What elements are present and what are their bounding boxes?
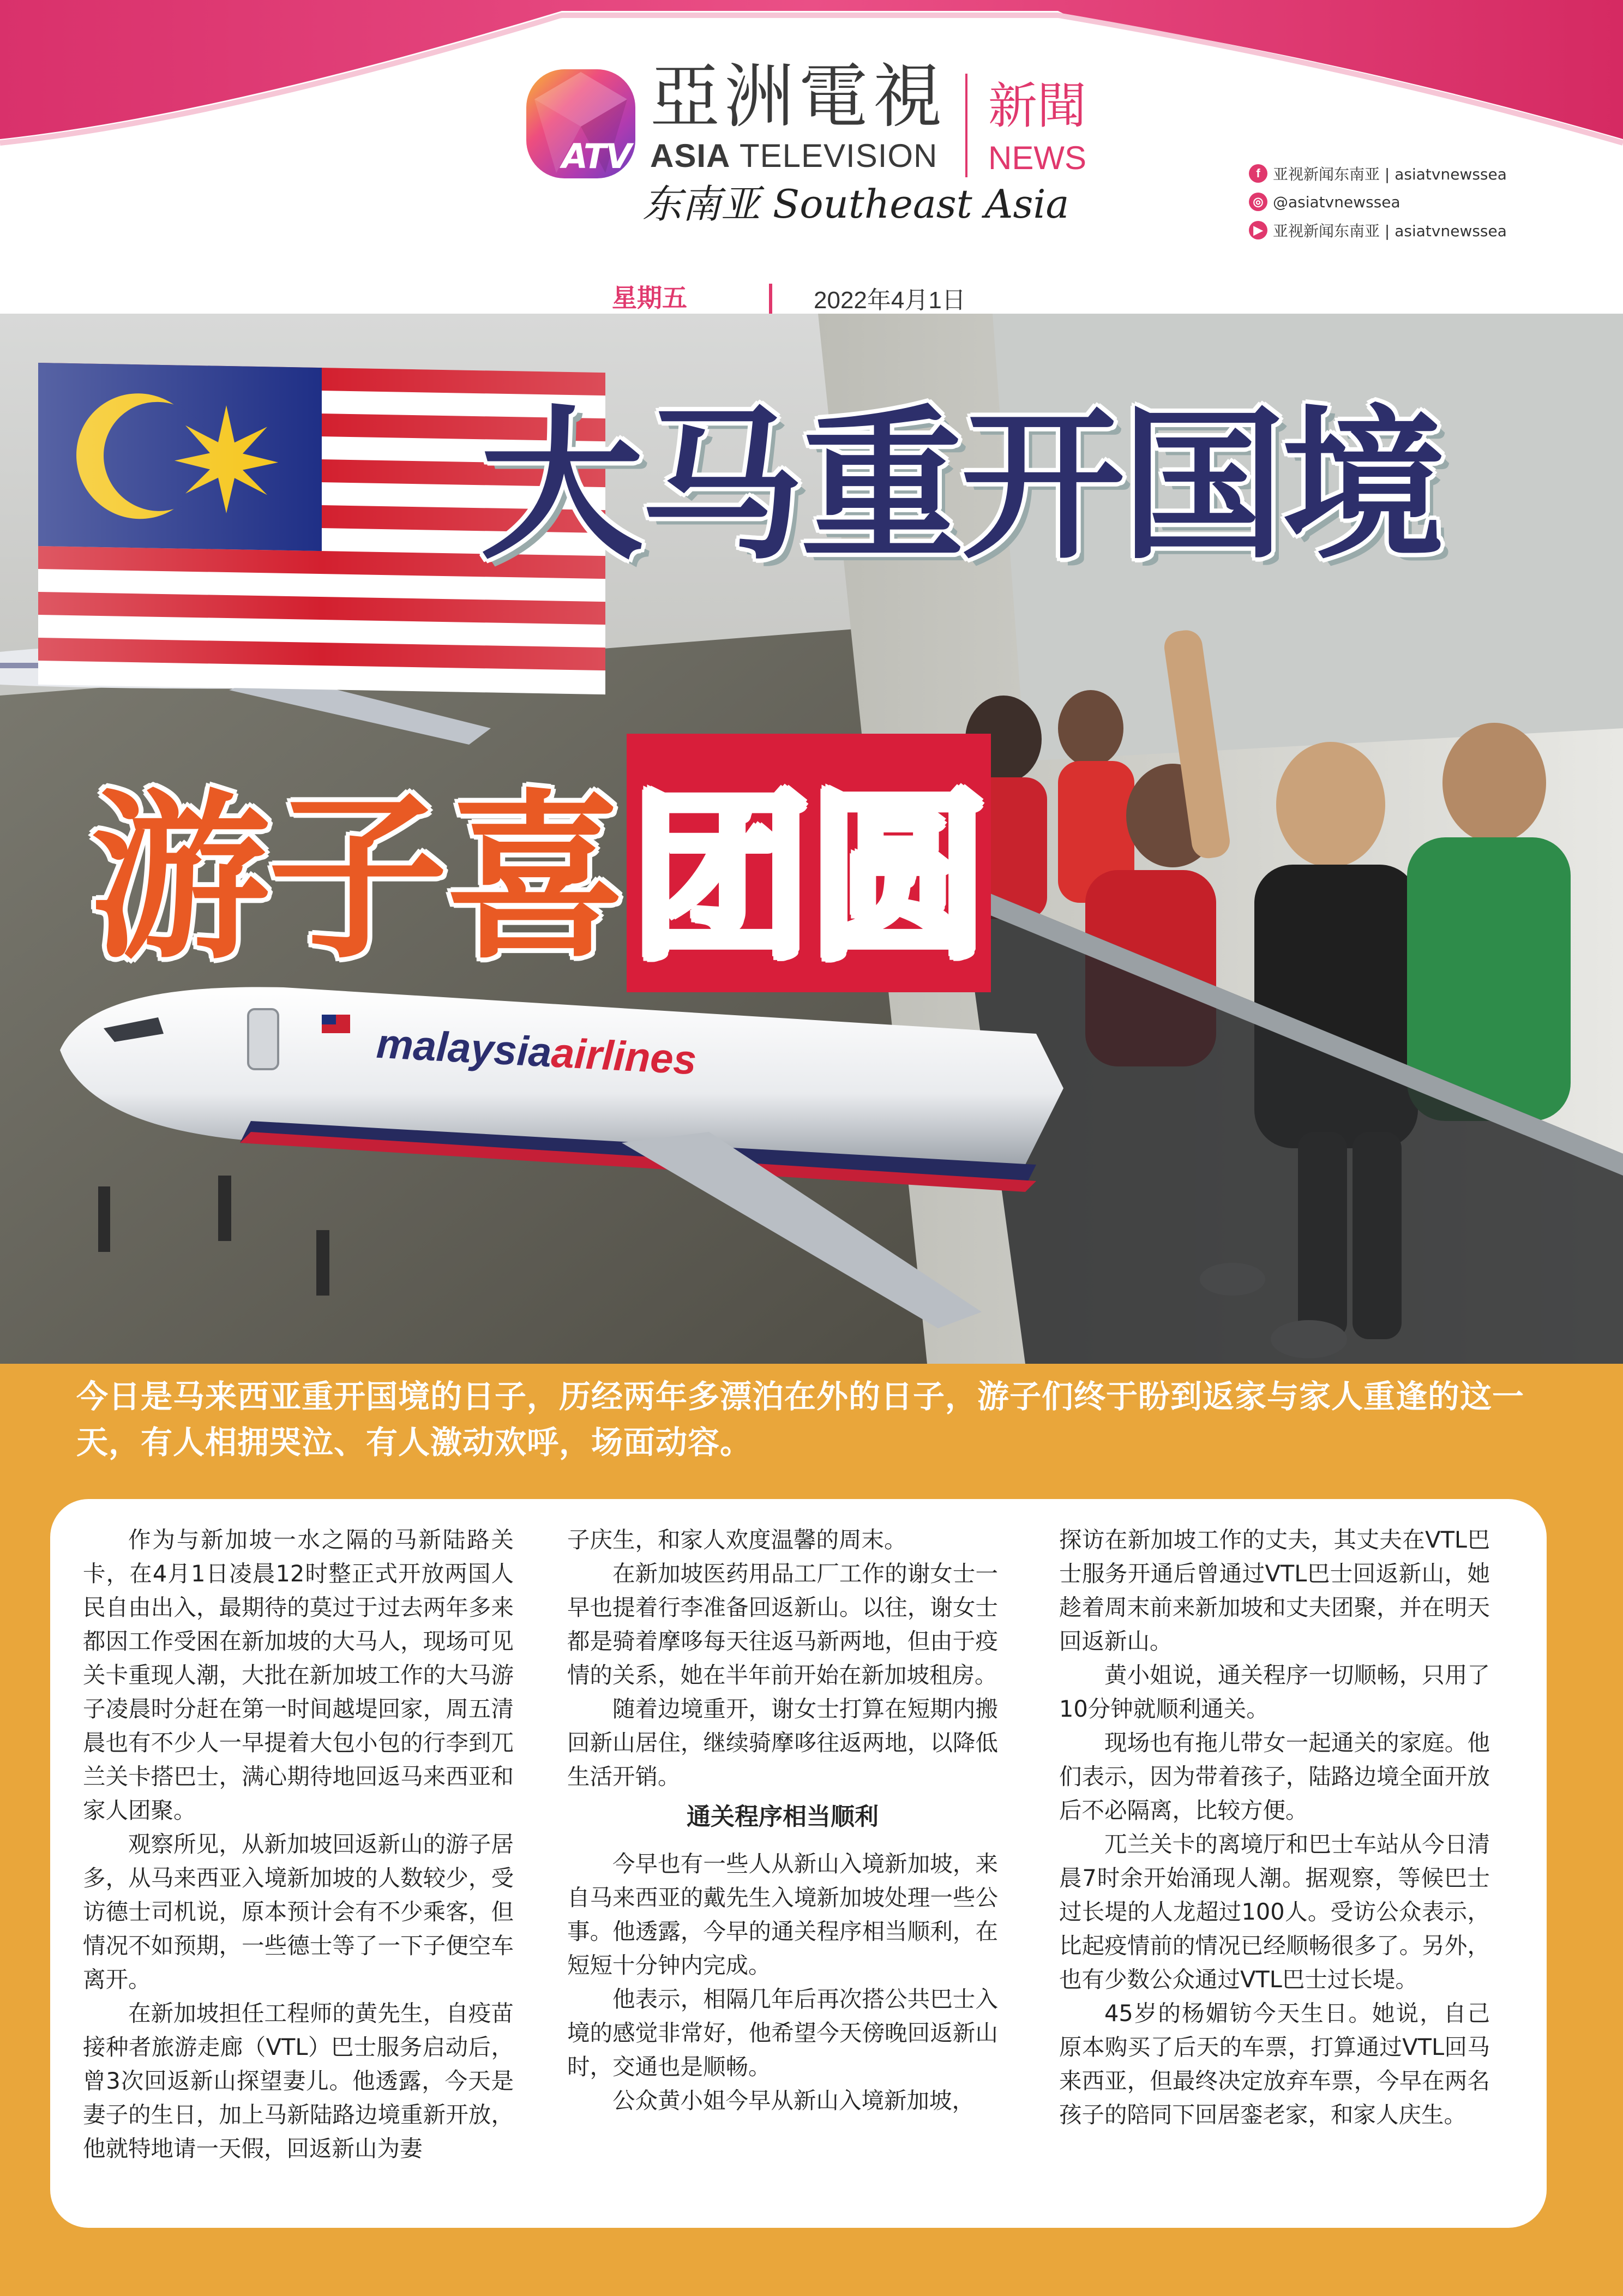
airline-livery-logo-accent: airlines	[550, 1029, 698, 1084]
headline-line-2-boxed: 团圆	[627, 734, 991, 992]
article-paragraph: 45岁的杨媚钫今天生日。她说，自己原本购买了后天的车票，打算通过VTL回马来西亚，但最终决定放弃车票，今早在两名孩子的陪同下回居銮老家，和家人庆生。	[1059, 2000, 1490, 2128]
article-paragraph: 作为与新加坡一水之隔的马新陆路关卡，在4月1日凌晨12时整正式开放两国人民自由出入，最期待的莫过于过去两年多来都因工作受困在新加坡的大马人，现场可见关卡重现人潮，大批在新加坡工作的大马游子凌晨时分赶在第一时间越堤回家，周五清晨也有不少人一早提着大包小包的行李到兀兰关卡搭巴士，满心期待地回返马来西亚和家人团聚。	[83, 1526, 514, 1824]
headline-line-2-plain: 游子喜	[90, 774, 623, 983]
facebook-icon: f	[1249, 164, 1267, 183]
article-paragraph: 黄小姐说，通关程序一切顺畅，只用了10分钟就顺利通关。	[1059, 1662, 1490, 1722]
article-column-2	[567, 1523, 998, 2118]
brand-name-english	[650, 137, 938, 174]
brand-name-english-rest: TELEVISION	[730, 137, 938, 174]
article-paragraph: 观察所见，从新加坡回返新山的游子居多，从马来西亚入境新加坡的人数较少，受访德士司机说，原本预计会有不少乘客，但情况不如预期，一些德士等了一下子便空车离开。	[83, 1831, 514, 1993]
article-paragraph: 探访在新加坡工作的丈夫，其丈夫在VTL巴士服务开通后曾通过VTL巴士回返新山，她趁着周末前来新加坡和丈夫团聚，并在明天回返新山。	[1059, 1526, 1490, 1654]
atv-badge-text: ATV	[562, 136, 631, 176]
instagram-icon: ◎	[1249, 193, 1267, 211]
social-facebook-label: 亚视新闻东南亚 | asiatvnewssea	[1273, 165, 1507, 183]
social-instagram-label: @asiatvnewssea	[1273, 193, 1400, 211]
article-subheading: 通关程序相当顺利	[687, 1803, 879, 1831]
headline-line-1: 大马重开国境	[480, 391, 1442, 582]
news-label-english: NEWS	[988, 140, 1086, 176]
social-links	[1249, 159, 1554, 244]
article-paragraph: 他表示，相隔几年后再次搭公共巴士入境的感觉非常好，他希望今天傍晚回返新山时，交通也是顺畅。	[567, 1986, 998, 2080]
dateline-weekday: 星期五	[612, 283, 687, 313]
article-column-1	[83, 1523, 514, 2166]
article-paragraph: 在新加坡担任工程师的黄先生，自疫苗接种者旅游走廊（VTL）巴士服务启动后，曾3次回返新山探望妻儿。他透露，今天是妻子的生日，加上马新陆路边境重新开放，他就特地请一天假，回返新山为妻	[83, 2000, 514, 2162]
headline-line-2	[90, 734, 991, 992]
brand-divider	[965, 74, 967, 177]
brand-name-chinese: 亞洲電視	[650, 56, 947, 137]
airline-livery-logo-main: malaysia	[375, 1020, 553, 1076]
article-paragraph: 今早也有一些人从新山入境新加坡，来自马来西亚的戴先生入境新加坡处理一些公事。他透露，今早的通关程序相当顺利，在短短十分钟内完成。	[567, 1850, 998, 1979]
region-tagline: 东南亚 Southeast Asia	[642, 181, 1069, 227]
lead-paragraph: 今日是马来西亚重开国境的日子，历经两年多漂泊在外的日子，游子们终于盼到返家与家人重逢的这一天，有人相拥哭泣、有人激动欢呼，场面动容。	[76, 1378, 1525, 1461]
social-instagram[interactable]	[1249, 188, 1554, 216]
article-paragraph: 随着边境重开，谢女士打算在短期内搬回新山居住，继续骑摩哆往返两地，以降低生活开销。	[567, 1695, 998, 1790]
article-paragraph: 现场也有拖儿带女一起通关的家庭。他们表示，因为带着孩子，陆路边境全面开放后不必隔离，比较方便。	[1059, 1729, 1490, 1824]
social-youtube[interactable]	[1249, 216, 1554, 244]
dateline-date: 2022年4月1日	[814, 287, 966, 314]
hero-photo	[0, 314, 1623, 1364]
article-paragraph: 在新加坡医药用品工厂工作的谢女士一早也提着行李准备回返新山。以往，谢女士都是骑着摩哆每天往返马新两地，但由于疫情的关系，她在半年前开始在新加坡租房。	[567, 1560, 998, 1688]
social-facebook[interactable]	[1249, 159, 1554, 188]
article-column-3	[1059, 1523, 1490, 2132]
article-paragraph: 公众黄小姐今早从新山入境新加坡，	[612, 2087, 975, 2114]
atv-masthead-logo	[524, 56, 1102, 245]
youtube-icon: ▶	[1249, 221, 1267, 239]
brand-name-english-bold: ASIA	[650, 137, 731, 174]
social-youtube-label: 亚视新闻东南亚 | asiatvnewssea	[1273, 222, 1507, 240]
news-label-chinese: 新聞	[988, 77, 1086, 135]
article-paragraph: 兀兰关卡的离境厅和巴士车站从今日清晨7时余开始涌现人潮。据观察，等候巴士过长堤的人龙超过100人。受访公众表示，比起疫情前的情况已经顺畅很多了。另外，也有少数公众通过VTL巴士过长堤。	[1059, 1831, 1490, 1993]
article-paragraph: 子庆生，和家人欢度温馨的周末。	[567, 1526, 907, 1553]
